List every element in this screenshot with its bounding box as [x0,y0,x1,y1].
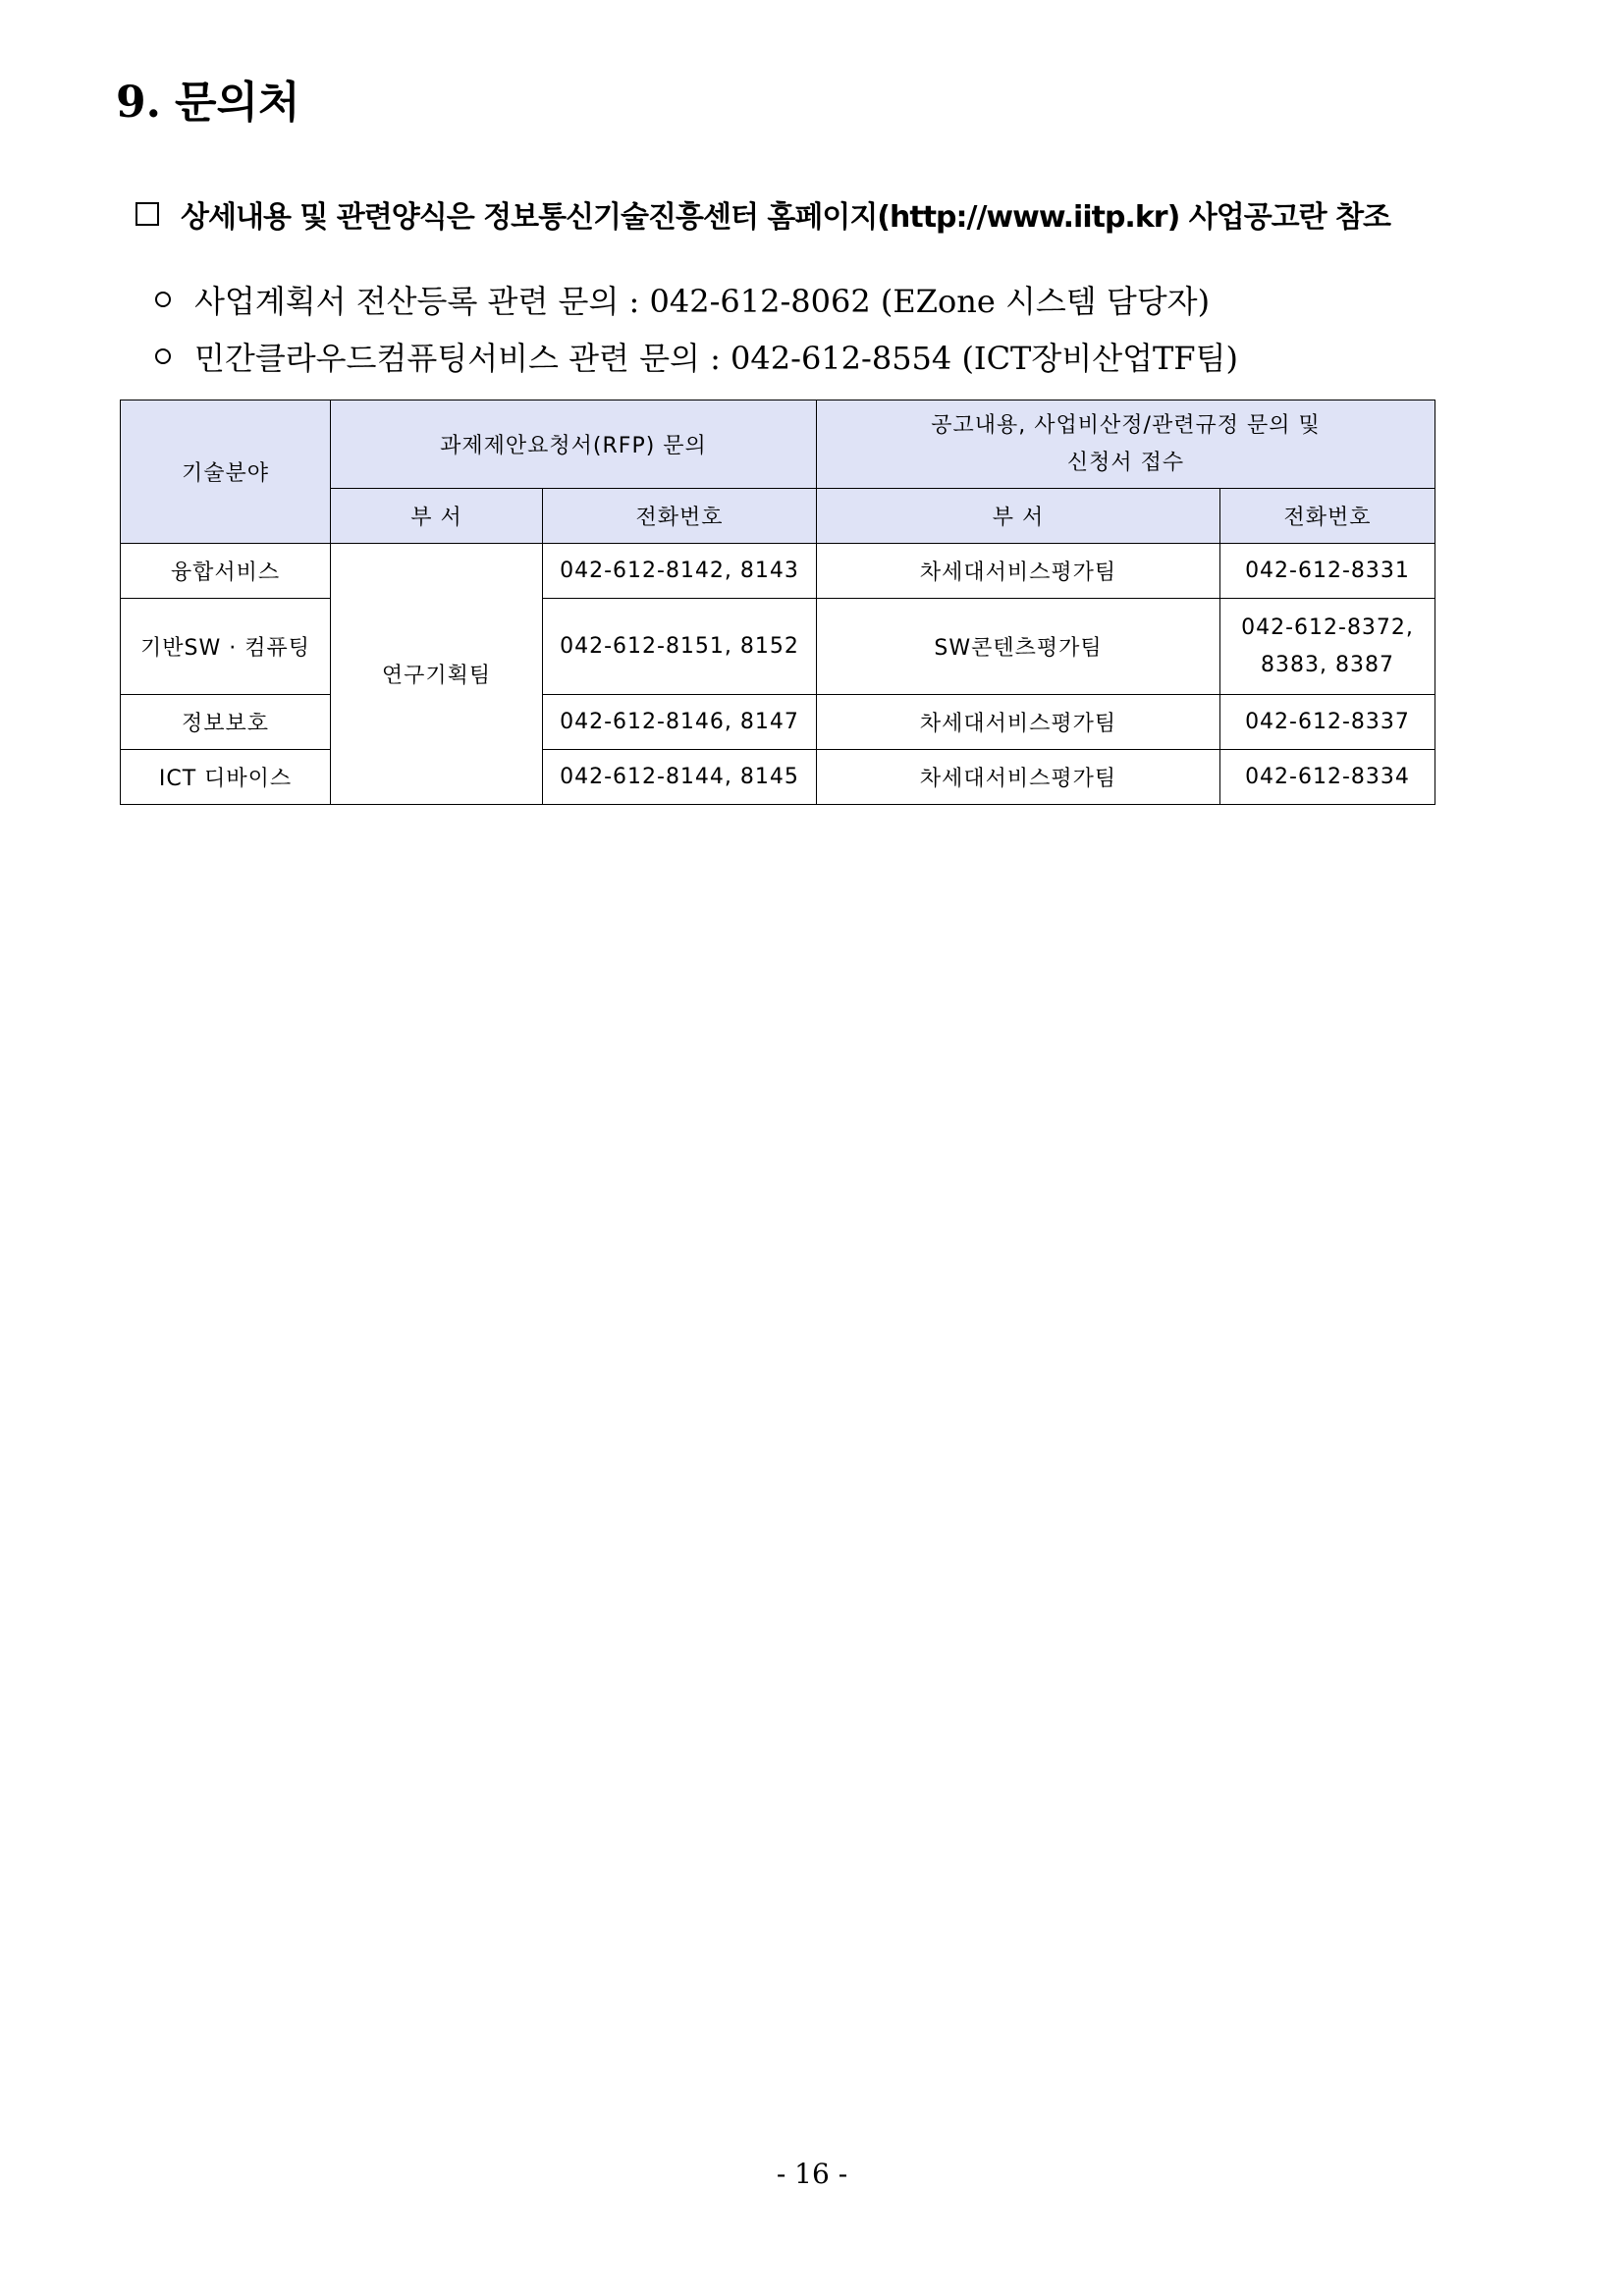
cell-phone-line1: 042-612-8372, [1241,614,1414,640]
cell-dept: 차세대서비스평가팀 [817,695,1220,750]
section-title [116,67,299,130]
header-rfp-group: 과제제안요청서(RFP) 문의 [331,400,817,489]
cell-phone-line2: 8383, 8387 [1261,652,1394,677]
section-heading: 문의처 [174,78,300,128]
header-notice-line1: 공고내용, 사업비산정/관련규정 문의 및 [931,412,1321,438]
header-dept2: 부 서 [817,489,1220,544]
cell-rfp-phone: 042-612-8146, 8147 [543,695,817,750]
table-row [121,695,1435,750]
contact-table [120,400,1435,805]
cell-dept: 차세대서비스평가팀 [817,544,1220,599]
cell-phone: 042-612-8331 [1220,544,1435,599]
circle-bullet-icon [155,292,171,307]
section-number: 9. [116,78,161,128]
cell-rfp-phone: 042-612-8151, 8152 [543,599,817,695]
notice-text: 상세내용 및 관련양식은 정보통신기술진흥센터 홈페이지(http://www.iitp.kr) 사업공고란 참조 [181,200,1391,235]
header-phone2: 전화번호 [1220,489,1435,544]
header-phone: 전화번호 [543,489,817,544]
cell-dept: SW콘텐츠평가팀 [817,599,1220,695]
cell-dept: 차세대서비스평가팀 [817,750,1220,805]
empty-checkbox-icon [135,202,159,226]
circle-bullet-icon [155,348,171,364]
table-row [121,599,1435,695]
cell-rfp-phone: 042-612-8144, 8145 [543,750,817,805]
header-notice-line2: 신청서 접수 [1066,450,1185,475]
cell-field: 정보보호 [121,695,331,750]
header-tech-field: 기술분야 [121,400,331,544]
header-notice-group [817,400,1435,489]
table-row [121,544,1435,599]
table-row [121,750,1435,805]
cell-rfp-dept: 연구기획팀 [331,544,543,805]
bullet-item [155,334,1238,379]
page-number: - 16 - [776,2158,848,2190]
bullet-text: 사업계획서 전산등록 관련 문의 : 042-612-8062 (EZone 시스템 담당자) [194,283,1211,320]
cell-field: 융합서비스 [121,544,331,599]
header-dept: 부 서 [331,489,543,544]
bullet-item [155,277,1210,322]
table-header-row [121,400,1435,489]
cell-phone [1220,599,1435,695]
bullet-text: 민간클라우드컴퓨팅서비스 관련 문의 : 042-612-8554 (ICT장비산업TF팀) [194,340,1238,377]
cell-phone: 042-612-8337 [1220,695,1435,750]
cell-field: 기반SW · 컴퓨팅 [121,599,331,695]
cell-phone: 042-612-8334 [1220,750,1435,805]
notice-line [135,192,1390,236]
cell-field: ICT 디바이스 [121,750,331,805]
cell-rfp-phone: 042-612-8142, 8143 [543,544,817,599]
